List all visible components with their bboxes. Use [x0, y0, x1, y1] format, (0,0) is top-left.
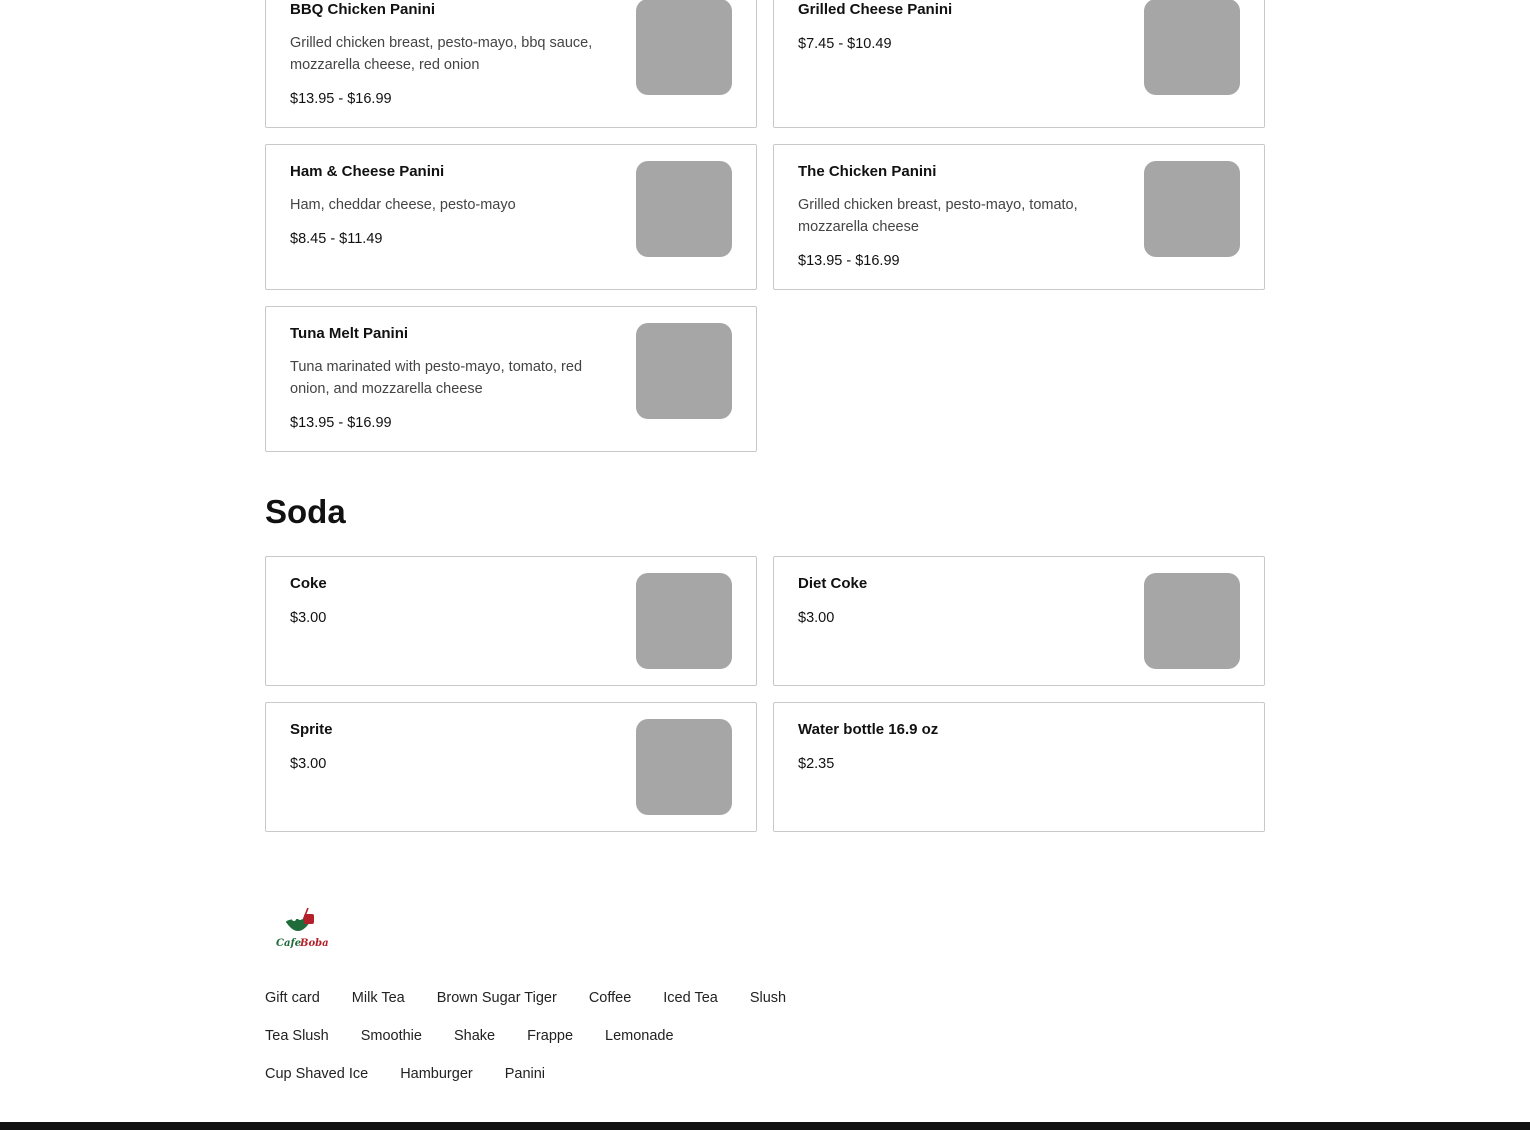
footer-link-cup-shaved-ice[interactable]: Cup Shaved Ice	[265, 1066, 369, 1082]
footer-link-hamburger[interactable]: Hamburger	[400, 1066, 473, 1082]
menu-item-image-placeholder	[636, 161, 732, 257]
footer-link-frappe[interactable]: Frappe	[527, 1028, 574, 1044]
footer-link-gift-card[interactable]: Gift card	[265, 990, 320, 1006]
menu-item-price: $3.00	[290, 610, 327, 626]
footer-links-row	[265, 1026, 965, 1064]
menu-item-description: Grilled chicken breast, pesto-mayo, bbq sauce, mozzarella cheese, red onion	[290, 35, 593, 73]
footer-link-brown-sugar-tiger[interactable]: Brown Sugar Tiger	[436, 990, 557, 1006]
footer-link-shake[interactable]: Shake	[453, 1028, 496, 1044]
menu-item-image-placeholder	[636, 573, 732, 669]
footer-category-nav	[265, 988, 965, 1102]
menu-item-card[interactable]	[773, 556, 1265, 686]
footer-link-milk-tea[interactable]: Milk Tea	[351, 990, 405, 1006]
menu-item-description: Tuna marinated with pesto-mayo, tomato, red onion, and mozzarella cheese	[290, 359, 583, 397]
menu-item-image-placeholder	[636, 323, 732, 419]
menu-item-image-placeholder	[636, 0, 732, 95]
menu-item-price: $2.35	[798, 756, 835, 772]
footer-link-panini[interactable]: Panini	[504, 1066, 546, 1082]
menu-item-card[interactable]	[265, 556, 757, 686]
menu-item-price: $13.95 - $16.99	[290, 91, 392, 107]
footer-link-tea-slush[interactable]: Tea Slush	[265, 1028, 329, 1044]
menu-item-price: $3.00	[290, 756, 327, 772]
menu-item-description: Grilled chicken breast, pesto-mayo, tomato, mozzarella cheese	[798, 197, 1078, 235]
menu-item-name: Sprite	[290, 721, 333, 738]
panini-menu-grid	[265, 0, 1265, 452]
menu-item-name: Grilled Cheese Panini	[798, 1, 953, 18]
menu-item-image-placeholder	[636, 719, 732, 815]
footer-links-row	[265, 988, 965, 1026]
footer-link-smoothie[interactable]: Smoothie	[360, 1028, 422, 1044]
menu-item-price: $8.45 - $11.49	[290, 231, 383, 247]
menu-item-name: Coke	[290, 575, 327, 592]
cafe-boba-logo-icon	[272, 906, 330, 952]
menu-item-image-placeholder	[1144, 161, 1240, 257]
menu-item-name: The Chicken Panini	[798, 163, 937, 180]
footer-link-lemonade[interactable]: Lemonade	[605, 1028, 674, 1044]
menu-item-name: Tuna Melt Panini	[290, 325, 409, 342]
menu-item-name: BBQ Chicken Panini	[290, 1, 436, 18]
menu-item-image-placeholder	[1144, 0, 1240, 95]
menu-item-description: Ham, cheddar cheese, pesto-mayo	[290, 197, 516, 213]
menu-item-card[interactable]	[773, 144, 1265, 290]
menu-item-name: Ham & Cheese Panini	[290, 163, 445, 180]
menu-item-info	[798, 703, 1240, 773]
svg-text:Boba: Boba	[300, 938, 329, 949]
menu-item-image-placeholder	[1144, 573, 1240, 669]
svg-text:Cafe: Cafe	[276, 938, 302, 949]
menu-item-price: $7.45 - $10.49	[798, 36, 892, 52]
menu-item-name: Water bottle 16.9 oz	[798, 721, 939, 738]
footer-link-iced-tea[interactable]: Iced Tea	[663, 990, 718, 1006]
menu-item-card[interactable]	[265, 702, 757, 832]
soda-menu-grid	[265, 556, 1265, 832]
menu-item-price: $3.00	[798, 610, 835, 626]
menu-item-name: Diet Coke	[798, 575, 868, 592]
bottom-bar	[0, 1122, 1530, 1130]
menu-item-card[interactable]	[265, 0, 757, 128]
menu-item-card[interactable]	[773, 702, 1265, 832]
cafe-boba-logo[interactable]	[272, 906, 330, 952]
menu-item-card[interactable]	[265, 306, 757, 452]
footer-link-coffee[interactable]: Coffee	[588, 990, 632, 1006]
menu-item-card[interactable]	[773, 0, 1265, 128]
menu-item-card[interactable]	[265, 144, 757, 290]
footer-link-slush[interactable]: Slush	[749, 990, 787, 1006]
menu-item-price: $13.95 - $16.99	[290, 415, 392, 431]
footer-links-row	[265, 1064, 965, 1102]
section-title-soda: Soda	[265, 493, 346, 530]
menu-item-price: $13.95 - $16.99	[798, 253, 900, 269]
